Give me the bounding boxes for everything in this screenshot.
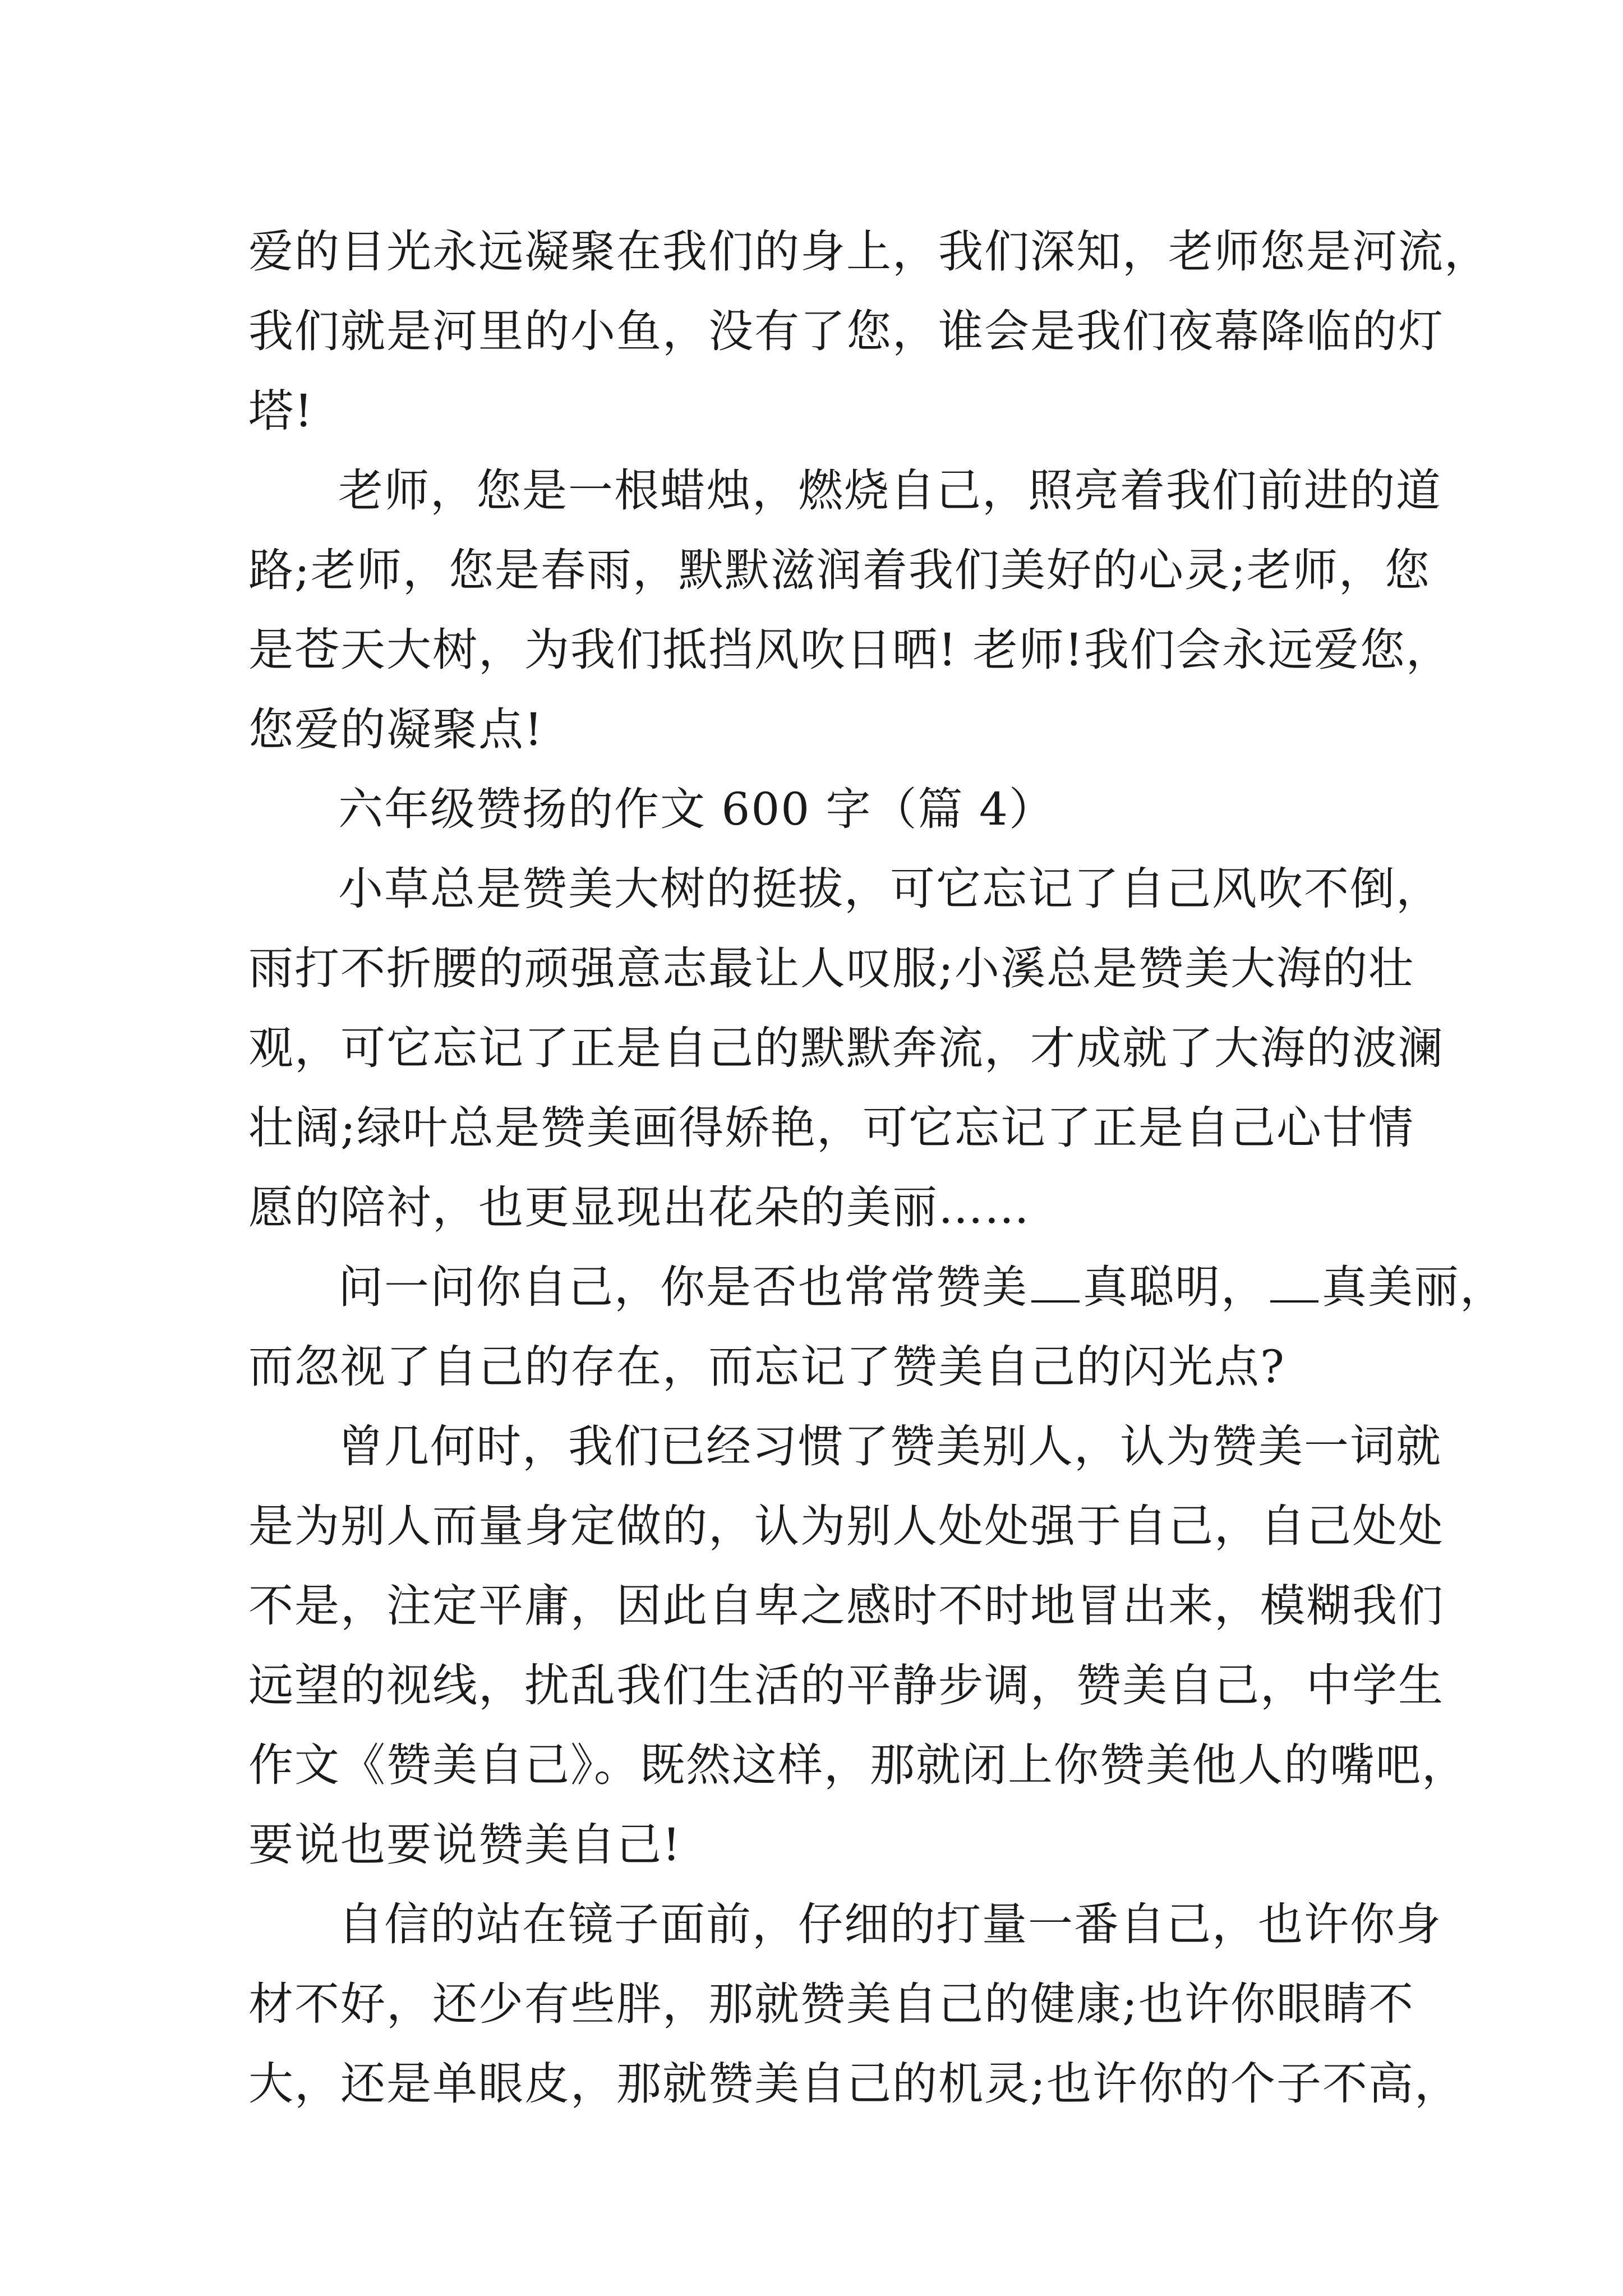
text-line: 小草总是赞美大树的挺拔，可它忘记了自己风吹不倒，: [338, 863, 1442, 915]
paragraph-2: [248, 451, 1452, 770]
text-line: 要说也要说赞美自己!: [248, 1819, 682, 1871]
text-line: 远望的视线，扰乱我们生活的平静步调，赞美自己，中学生: [248, 1659, 1444, 1711]
text-line: 壮阔;绿叶总是赞美画得娇艳，可它忘记了正是自己心甘情: [248, 1102, 1414, 1154]
text-line: 曾几何时，我们已经习惯了赞美别人，认为赞美一词就: [338, 1420, 1442, 1473]
paragraph-6: [248, 1885, 1460, 2124]
text-line: 我们就是河里的小鱼，没有了您，谁会是我们夜幕降临的灯: [248, 305, 1444, 357]
fill-in-blank: [1270, 1255, 1318, 1303]
text-segment: 真聪明，: [1083, 1261, 1267, 1313]
text-line: 不是，注定平庸，因此自卑之感时不时地冒出来，模糊我们: [248, 1580, 1444, 1632]
text-line: 塔!: [248, 385, 314, 437]
text-line: 是苍天大树，为我们抵挡风吹日晒! 老师!我们会永远爱您，: [248, 624, 1452, 676]
text-line: 大，还是单眼皮，那就赞美自己的机灵;也许你的个子不高，: [248, 2058, 1460, 2110]
paragraph-1: [248, 212, 1490, 451]
text-line: 是为别人而量身定做的，认为别人处处强于自己，自己处处: [248, 1500, 1444, 1552]
section-heading: [248, 770, 1401, 849]
text-segment: 问一问你自己，你是否也常常赞美: [338, 1261, 1028, 1313]
text-line: 作文《赞美自己》。既然这样，那就闭上你赞美他人的嘴吧，: [248, 1739, 1468, 1791]
text-line: 您爱的凝聚点!: [248, 703, 544, 756]
text-line: 雨打不折腰的顽强意志最让人叹服;小溪总是赞美大海的壮: [248, 942, 1414, 995]
fill-in-blank: [1031, 1255, 1080, 1303]
body-text: [248, 212, 1506, 2124]
text-segment: 真美丽，: [1322, 1261, 1506, 1313]
text-line: 观，可它忘记了正是自己的默默奔流，才成就了大海的波澜: [248, 1022, 1444, 1074]
paragraph-4: [248, 1248, 1506, 1407]
paragraph-3: [248, 849, 1444, 1248]
text-line: 路;老师，您是春雨，默默滋润着我们美好的心灵;老师，您: [248, 544, 1431, 596]
paragraph-5: [248, 1407, 1468, 1885]
text-line: [248, 1248, 1506, 1327]
text-line: 而忽视了自己的存在，而忘记了赞美自己的闪光点?: [248, 1341, 1285, 1393]
text-line: 材不好，还少有些胖，那就赞美自己的健康;也许你眼睛不: [248, 1978, 1414, 2030]
text-line: 爱的目光永远凝聚在我们的身上，我们深知，老师您是河流，: [248, 226, 1490, 278]
heading-line: 六年级赞扬的作文 600 字（篇 4）: [338, 783, 1055, 835]
text-line: 老师，您是一根蜡烛，燃烧自己，照亮着我们前进的道: [338, 464, 1442, 517]
text-line: 愿的陪衬，也更显现出花朵的美丽……: [248, 1181, 1030, 1234]
text-line: 自信的站在镜子面前，仔细的打量一番自己，也许你身: [338, 1898, 1442, 1950]
